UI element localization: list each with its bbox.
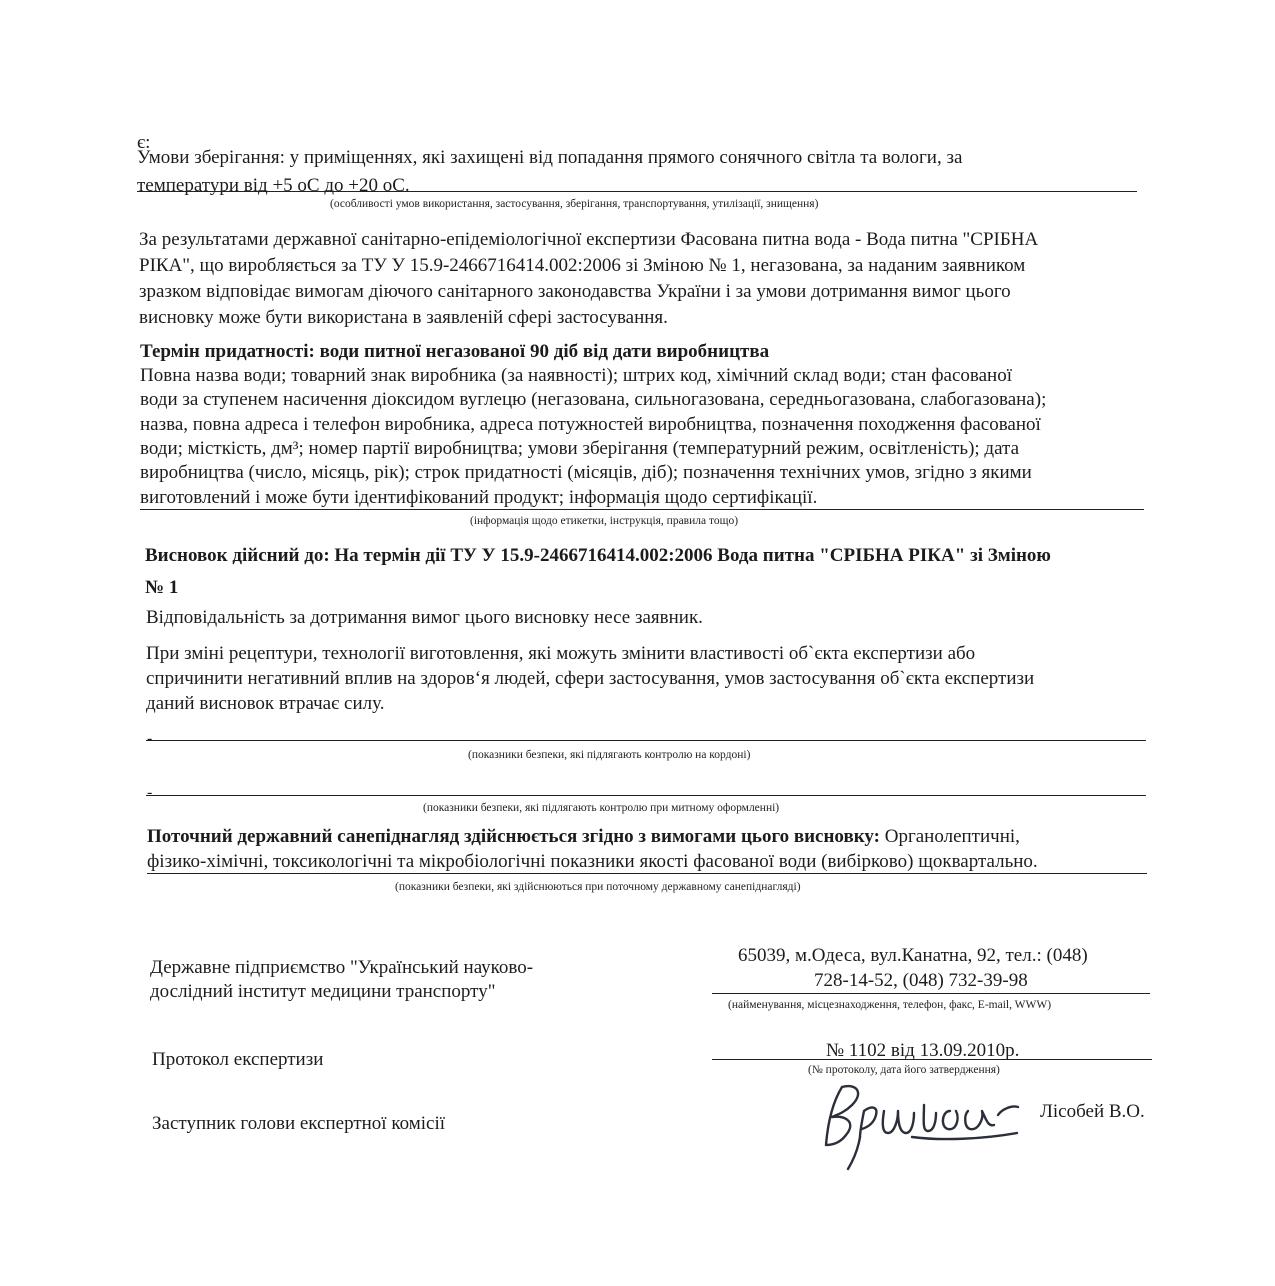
institution-caption: (найменування, місцезнаходження, телефон, факс, E-mail, WWW)	[728, 999, 1052, 1011]
label-info-line-1: Повна назва води; товарний знак виробника (за наявності); штрих код, хімічний склад води; стан фасованої	[140, 365, 1012, 386]
protocol-value: № 1102 від 13.09.2010р.	[826, 1040, 1020, 1061]
protocol-caption: (№ протоколу, дата його затвердження)	[808, 1064, 1000, 1076]
signatory-label: Заступник голови експертної комісії	[152, 1113, 446, 1134]
protocol-underline	[712, 1059, 1152, 1060]
responsibility-text: Відповідальність за дотримання вимог цього висновку несе заявник.	[146, 607, 703, 628]
border-caption: (показники безпеки, які підлягають контролю на кордоні)	[468, 749, 751, 761]
institution-address-line-2: 728-14-52, (048) 732-39-98	[814, 970, 1028, 991]
label-info-line-3: назва, повна адреса і телефон виробника, адреса потужностей виробництва, позначення походження фасованої	[140, 414, 1041, 435]
supervision-caption: (показники безпеки, які здійснюються при поточному державному санепіднагляді)	[395, 881, 801, 893]
institution-name-line-1: Державне підприємство "Український науково-	[150, 957, 534, 978]
institution-name-line-2: дослідний інститут медицини транспорту"	[150, 981, 496, 1002]
label-info-line-6: виготовлений і може бути ідентифікований продукт; інформація щодо сертифікації.	[140, 487, 818, 508]
validity-line-2: № 1	[145, 577, 179, 598]
change-line-2: спричинити негативний вплив на здоров‘я людей, сфери застосування, умов застосування об`єкта експертизи	[146, 668, 1035, 689]
protocol-label: Протокол експертизи	[152, 1049, 324, 1070]
supervision-line-1	[147, 825, 1020, 849]
institution-underline	[712, 993, 1150, 994]
results-line-2: РІКА", що виробляється за ТУ У 15.9-2466716414.002:2006 зі Зміною № 1, негазована, за наданим заявником	[139, 255, 1026, 276]
storage-prefix: є:	[137, 132, 151, 153]
results-line-3: зразком відповідає вимогам діючого санітарного законодавства України і за умови дотримання вимог цього	[139, 281, 1011, 302]
shelf-life-heading: Термін придатності: води питної негазованої 90 діб від дати виробництва	[140, 341, 770, 362]
supervision-heading: Поточний державний санепіднагляд здійснюється згідно з вимогами цього висновку:	[147, 826, 880, 847]
storage-line-2: температури від +5 оС до +20 оС.	[137, 175, 410, 196]
results-line-4: висновку може бути використана в заявленій сфері застосування.	[139, 307, 668, 328]
signatory-name: Лісобей В.О.	[1040, 1101, 1145, 1122]
storage-line-1: Умови зберігання: у приміщеннях, які захищені від попадання прямого сонячного світла та вологи, за	[137, 147, 963, 168]
validity-line-1: Висновок дійсний до: На термін дії ТУ У 15.9-2466716414.002:2006 Вода питна "СРІБНА РІКА" зі Зміною	[145, 545, 1051, 566]
supervision-line-2: фізико-хімічні, токсикологічні та мікробіологічні показники якості фасованої води (вибірково) щоквартально.	[147, 851, 1038, 872]
handwritten-signature	[812, 1075, 1027, 1175]
customs-dash: -	[147, 784, 153, 801]
label-info-line-4: води; місткість, дм³; номер партії виробництва; умови зберігання (температурний режим, освітленість); дата	[140, 438, 1020, 459]
change-line-1: При зміні рецептури, технології виготовлення, які можуть змінити властивості об`єкта експертизи або	[146, 643, 976, 664]
storage-caption: (особливості умов використання, застосування, зберігання, транспортування, утилізації, знищення)	[330, 198, 819, 210]
supervision-rest: Органолептичні,	[879, 826, 1020, 847]
border-dash: -	[147, 730, 153, 747]
label-info-line-5: виробництва (число, місяць, рік); строк придатності (місяців, діб); позначення технічних умов, згідно з якими	[140, 462, 1032, 483]
label-info-line-2: води за ступенем насичення діоксидом вуглецю (негазована, сильногазована, середньогазована, слабогазована);	[140, 389, 1047, 410]
storage-underline	[137, 191, 1137, 192]
customs-underline	[146, 795, 1146, 796]
label-info-underline	[140, 509, 1144, 510]
customs-caption: (показники безпеки, які підлягають контролю при митному оформленні)	[423, 802, 780, 814]
institution-address-line-1: 65039, м.Одеса, вул.Канатна, 92, тел.: (048)	[738, 945, 1088, 966]
border-underline	[146, 740, 1146, 741]
change-line-3: даний висновок втрачає силу.	[146, 693, 385, 714]
supervision-underline	[147, 873, 1147, 874]
results-line-1: За результатами державної санітарно-епідеміологічної експертизи Фасована питна вода - Вода питна "СРІБНА	[139, 229, 1039, 250]
label-info-caption: (інформація щодо етикетки, інструкція, правила тощо)	[470, 515, 739, 527]
